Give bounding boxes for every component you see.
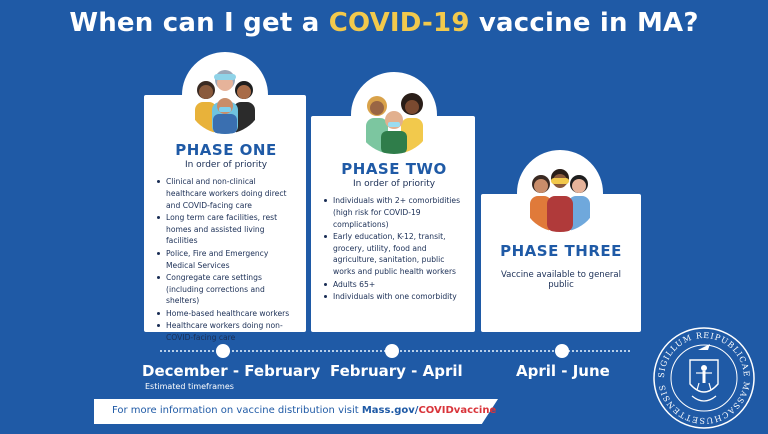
timeline-marker-phase-one bbox=[216, 344, 230, 358]
phase-two-subheading: In order of priority bbox=[352, 179, 436, 189]
phase-one-heading: PHASE ONE bbox=[175, 141, 277, 159]
banner-prefix: For more information on vaccine distribution visit bbox=[112, 405, 362, 416]
seal-text: SIGILLUM REIPUBLICAE MASSACHUSETTENSIS bbox=[656, 330, 752, 426]
banner-link-site[interactable]: Mass.gov/ bbox=[361, 405, 419, 416]
massachusetts-seal-icon bbox=[652, 326, 756, 430]
phase-one-list bbox=[154, 176, 298, 344]
list-item: Home-based healthcare workers bbox=[166, 308, 298, 320]
banner-link-path[interactable]: COVIDvaccine bbox=[418, 405, 497, 416]
timeframe-phase-three: April - June bbox=[516, 362, 610, 380]
phase-two-heading: PHASE TWO bbox=[341, 160, 447, 178]
page-title bbox=[0, 8, 768, 38]
timeframe-phase-two: February - April bbox=[330, 362, 463, 380]
list-item: Long term care facilities, rest homes and assisted living facilities bbox=[166, 212, 298, 247]
phase-three-people-illustration bbox=[517, 150, 603, 236]
title-highlight: COVID-19 bbox=[328, 8, 470, 38]
phase-one-subheading: In order of priority bbox=[184, 160, 268, 170]
phase-two-people-illustration bbox=[351, 72, 437, 158]
timeframe-phase-one: December - February bbox=[142, 362, 321, 380]
title-prefix: When can I get a bbox=[69, 8, 329, 38]
list-item: Adults 65+ bbox=[333, 279, 467, 291]
list-item: Clinical and non-clinical healthcare workers doing direct and COVID-facing care bbox=[166, 176, 298, 211]
list-item: Congregate care settings (including corrections and shelters) bbox=[166, 272, 298, 307]
phase-two-list bbox=[321, 195, 467, 303]
timeline-marker-phase-three bbox=[555, 344, 569, 358]
phase-three-heading: PHASE THREE bbox=[500, 242, 622, 260]
list-item: Police, Fire and Emergency Medical Services bbox=[166, 248, 298, 272]
phase-three-description: Vaccine available to general public bbox=[500, 270, 621, 290]
phase-one-people-illustration bbox=[182, 52, 268, 138]
timeline-marker-phase-two bbox=[385, 344, 399, 358]
list-item: Early education, K-12, transit, grocery, utility, food and agriculture, sanitation, public works and public health workers bbox=[333, 231, 467, 278]
info-banner-text bbox=[112, 405, 496, 416]
title-suffix: vaccine in MA? bbox=[469, 8, 699, 38]
list-item: Individuals with 2+ comorbidities (high risk for COVID-19 complications) bbox=[333, 195, 467, 230]
timeframe-note: Estimated timeframes bbox=[145, 382, 234, 391]
list-item: Individuals with one comorbidity bbox=[333, 291, 467, 303]
list-item: Healthcare workers doing non-COVID-facing care bbox=[166, 320, 298, 344]
